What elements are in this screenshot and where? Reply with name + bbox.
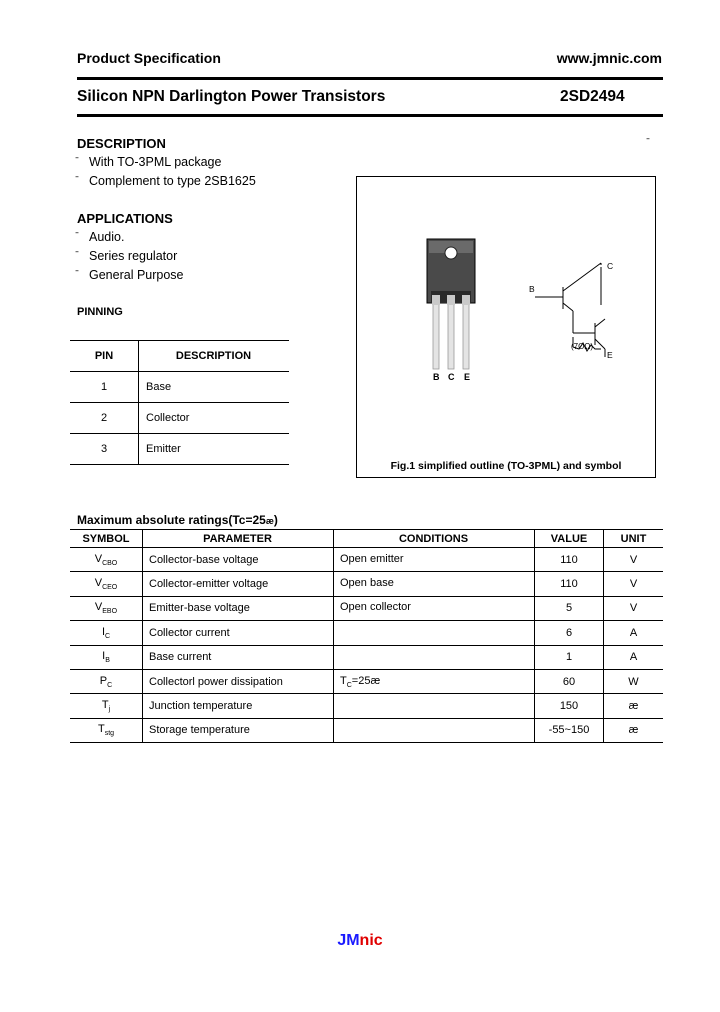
symbol-cell — [70, 718, 143, 742]
symbol-sub: CEO — [102, 584, 118, 592]
conditions-sub: C — [346, 681, 352, 689]
symbol-label-e: E — [607, 350, 613, 360]
bullet-icon — [77, 231, 89, 243]
symbol-cell — [70, 572, 143, 596]
unit-cell: æ — [604, 694, 664, 718]
brand-nic: nic — [359, 932, 383, 949]
symbol-sub: CBO — [102, 559, 118, 567]
symbol-cell — [70, 596, 143, 620]
header-rule-top — [77, 77, 663, 80]
list-item — [77, 246, 184, 265]
symbol-cell — [70, 548, 143, 572]
value-cell: 60 — [535, 669, 604, 693]
list-item — [77, 152, 256, 171]
symbol-main: P — [99, 674, 108, 687]
package-and-symbol-drawing — [357, 177, 655, 457]
conditions-cell — [334, 694, 535, 718]
unit-cell: V — [604, 548, 664, 572]
value-cell: 110 — [535, 572, 604, 596]
parameter-cell: Storage temperature — [143, 718, 334, 742]
pinning-title: PINNING — [77, 306, 123, 318]
conditions-cell — [334, 645, 535, 669]
parameter-cell: Junction temperature — [143, 694, 334, 718]
description-item: Complement to type 2SB1625 — [89, 173, 256, 188]
description-item: With TO-3PML package — [89, 154, 222, 169]
table-row — [70, 645, 663, 669]
figure-box — [356, 176, 656, 478]
table-row — [70, 434, 289, 465]
table-row — [70, 718, 663, 742]
description-list — [77, 152, 256, 190]
symbol-header: SYMBOL — [70, 530, 143, 548]
table-row — [70, 372, 289, 403]
table-row — [70, 572, 663, 596]
brand-jm: JM — [337, 932, 360, 949]
symbol-main: T — [97, 723, 105, 736]
symbol-main: I — [101, 625, 105, 638]
symbol-sub: C — [105, 632, 111, 640]
table-header-row — [70, 341, 289, 372]
symbol-label-b: B — [529, 284, 535, 294]
value-cell: 110 — [535, 548, 604, 572]
parameter-cell: Base current — [143, 645, 334, 669]
unit-cell: A — [604, 645, 664, 669]
pin-label-c: C — [448, 372, 455, 382]
pin-header: PIN — [70, 341, 139, 372]
unit-cell: V — [604, 596, 664, 620]
list-item — [77, 265, 184, 284]
conditions-cell — [334, 572, 535, 596]
pin-number: 2 — [70, 403, 139, 434]
symbol-sub: stg — [104, 730, 115, 738]
pinning-table — [70, 340, 289, 465]
figure-caption: Fig.1 simplified outline (TO-3PML) and symbol — [390, 460, 622, 472]
application-item: Series regulator — [89, 248, 178, 263]
conditions-main: Open base — [340, 576, 394, 589]
pin-label-e: E — [464, 372, 471, 382]
unit-cell: A — [604, 621, 664, 645]
symbol-label-c: C — [607, 261, 614, 271]
conditions-header: CONDITIONS — [334, 530, 535, 548]
parameter-cell: Collector-emitter voltage — [143, 572, 334, 596]
applications-list — [77, 227, 184, 284]
application-item: Audio. — [89, 229, 125, 244]
table-row — [70, 596, 663, 620]
symbol-cell — [70, 645, 143, 669]
page-title: Silicon NPN Darlington Power Transistors — [77, 88, 386, 105]
conditions-main: Open collector — [340, 601, 411, 614]
ratings-title — [77, 513, 278, 527]
conditions-main: Open emitter — [340, 552, 404, 565]
unit-header: UNIT — [604, 530, 664, 548]
header-rule-bottom — [77, 114, 663, 117]
package-outline-icon — [427, 239, 475, 369]
header-url[interactable]: www.jmnic.com — [556, 50, 662, 66]
symbol-main: V — [94, 552, 103, 565]
symbol-main: T — [101, 698, 109, 711]
symbol-cell — [70, 621, 143, 645]
symbol-cell — [70, 694, 143, 718]
table-header-row — [70, 530, 663, 548]
symbol-sub: B — [105, 657, 110, 665]
table-row — [70, 621, 663, 645]
value-cell: 5 — [535, 596, 604, 620]
symbol-sub: j — [108, 706, 111, 714]
value-cell: 1 — [535, 645, 604, 669]
bullet-icon — [77, 269, 89, 281]
list-item — [77, 227, 184, 246]
parameter-cell: Emitter-base voltage — [143, 596, 334, 620]
unit-cell: V — [604, 572, 664, 596]
conditions-tail: =25æ — [351, 674, 381, 687]
bullet-icon — [77, 175, 89, 187]
parameter-cell: Collector-base voltage — [143, 548, 334, 572]
parameter-cell: Collectorl power dissipation — [143, 669, 334, 693]
bullet-icon — [77, 156, 89, 168]
conditions-cell — [334, 596, 535, 620]
description-title: DESCRIPTION — [77, 136, 166, 151]
symbol-cell — [70, 669, 143, 693]
ratings-table — [70, 529, 663, 743]
unit-cell: W — [604, 669, 664, 693]
pin-description: Base — [139, 372, 290, 403]
pin-number: 3 — [70, 434, 139, 465]
conditions-cell — [334, 548, 535, 572]
pin-number: 1 — [70, 372, 139, 403]
footer-brand — [0, 932, 720, 950]
table-row — [70, 403, 289, 434]
parameter-cell: Collector current — [143, 621, 334, 645]
part-number: 2SD2494 — [560, 88, 625, 105]
conditions-cell — [334, 718, 535, 742]
symbol-main: V — [94, 576, 103, 589]
pin-description: Emitter — [139, 434, 290, 465]
symbol-main: V — [94, 601, 103, 614]
bullet-icon — [77, 250, 89, 262]
value-cell: 150 — [535, 694, 604, 718]
pin-description: Collector — [139, 403, 290, 434]
darlington-symbol-icon — [535, 263, 605, 357]
degree-symbol: æ — [265, 516, 274, 526]
list-item — [77, 171, 256, 190]
table-row — [70, 548, 663, 572]
symbol-sub: C — [107, 681, 113, 689]
applications-title: APPLICATIONS — [77, 211, 173, 226]
value-cell: 6 — [535, 621, 604, 645]
ratings-title-text: Maximum absolute ratings(Tc=25 — [77, 513, 266, 527]
header-left: Product Specification — [77, 50, 221, 66]
value-header: VALUE — [535, 530, 604, 548]
table-row — [70, 669, 663, 693]
value-cell: -55~150 — [535, 718, 604, 742]
conditions-main: T — [340, 674, 347, 687]
resistor-label: (7OΩ) — [571, 342, 593, 351]
pin-label-b: B — [433, 372, 440, 382]
parameter-header: PARAMETER — [143, 530, 334, 548]
unit-cell: æ — [604, 718, 664, 742]
ratings-title-end: ) — [273, 513, 278, 527]
symbol-sub: EBO — [102, 608, 118, 616]
conditions-cell — [334, 669, 535, 693]
conditions-cell — [334, 621, 535, 645]
symbol-main: I — [102, 650, 106, 663]
pin-description-header: DESCRIPTION — [139, 341, 290, 372]
application-item: General Purpose — [89, 267, 184, 282]
table-row — [70, 694, 663, 718]
